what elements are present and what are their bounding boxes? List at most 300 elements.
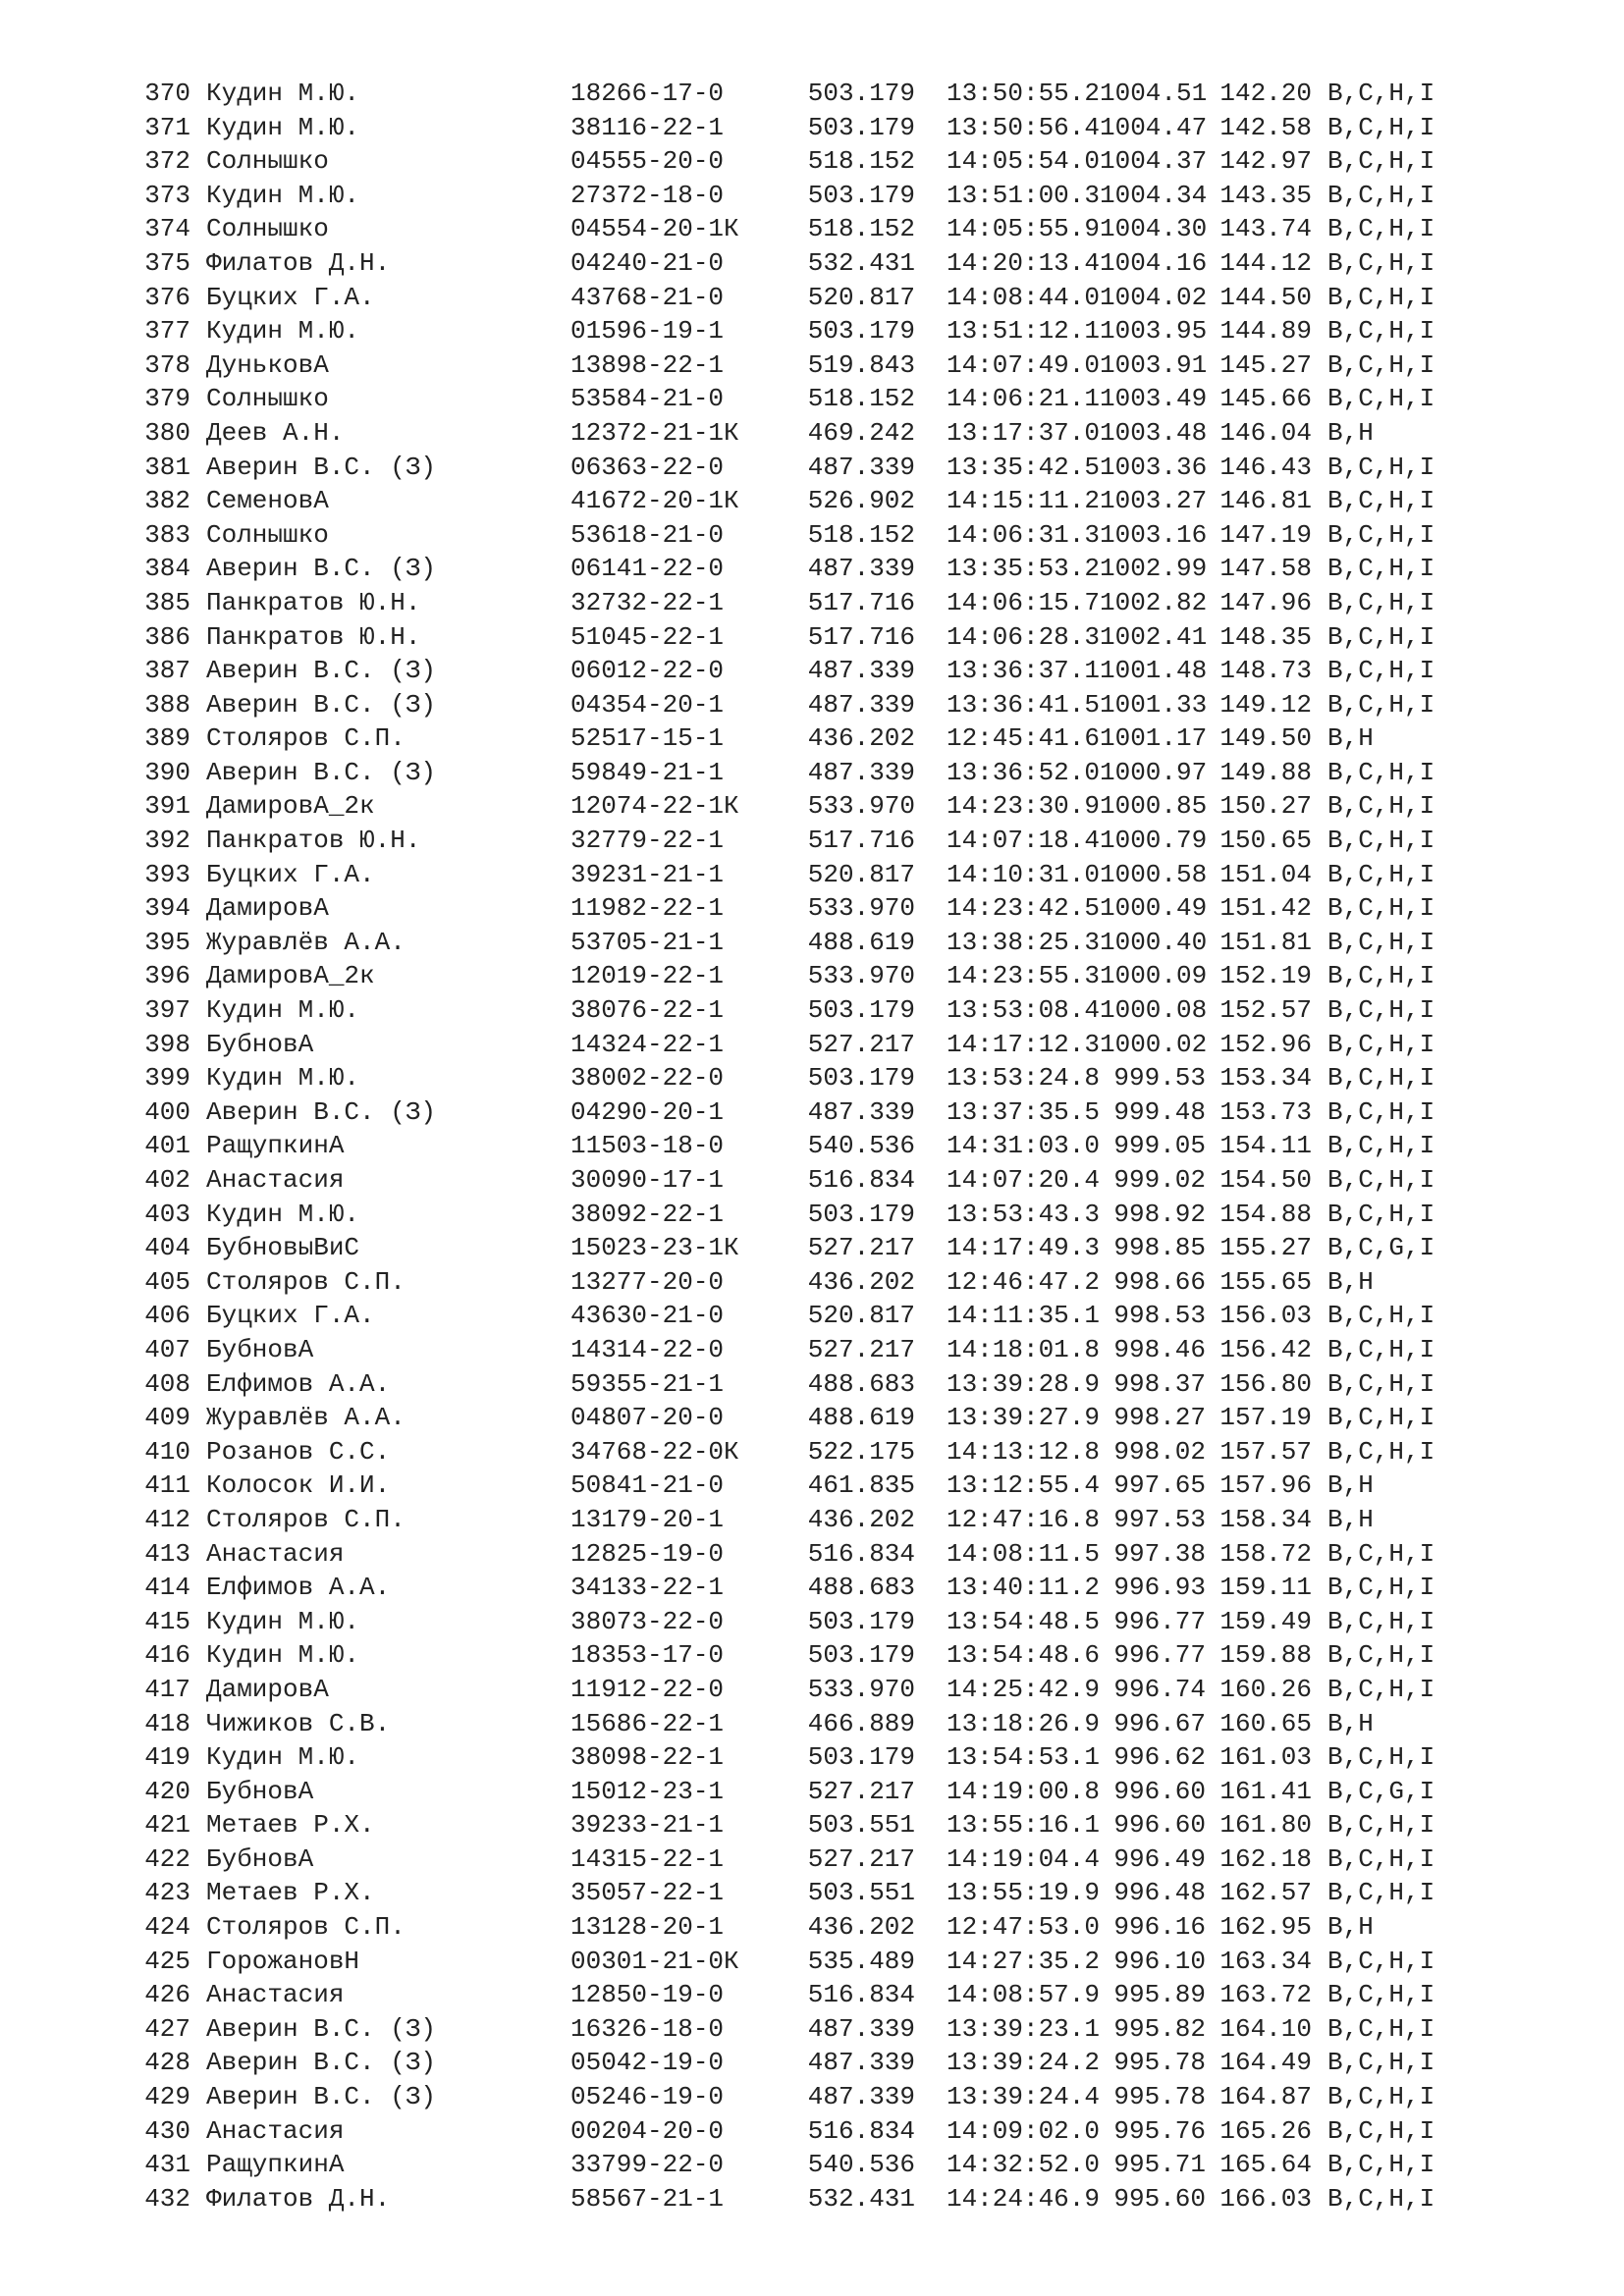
distance: 503.179 bbox=[807, 316, 915, 347]
distance: 520.817 bbox=[807, 1301, 915, 1331]
ring-number: 32732-22-1 bbox=[570, 587, 725, 617]
coefficient: 144.89 bbox=[1219, 316, 1312, 347]
ring-number: 05246-19-0 bbox=[570, 2082, 725, 2112]
distance: 503.179 bbox=[807, 1742, 915, 1773]
coefficient: 161.03 bbox=[1219, 1742, 1312, 1773]
place-number: 394 bbox=[144, 893, 190, 924]
coefficient: 147.96 bbox=[1219, 587, 1312, 617]
ring-number: 15023-23-1К bbox=[570, 1233, 739, 1263]
speed: 996.67 bbox=[1113, 1708, 1206, 1738]
table-row bbox=[143, 1299, 1435, 1333]
distance: 518.152 bbox=[807, 384, 915, 414]
owner-name: Столяров С.П. bbox=[206, 1912, 406, 1943]
owner-name: Кудин М.Ю. bbox=[206, 1742, 360, 1773]
owner-name: Кудин М.Ю. bbox=[206, 1199, 360, 1229]
flags: B,C,H,I bbox=[1327, 247, 1435, 278]
flags: B,C,H,I bbox=[1327, 1063, 1435, 1094]
place-number: 424 bbox=[144, 1912, 190, 1943]
distance: 461.835 bbox=[807, 1470, 915, 1501]
ring-number: 14324-22-1 bbox=[570, 1029, 725, 1059]
table-row bbox=[143, 144, 1435, 179]
distance: 503.179 bbox=[807, 112, 915, 142]
owner-name: Деев А.Н. bbox=[206, 417, 345, 448]
coefficient: 164.49 bbox=[1219, 2048, 1312, 2078]
table-row bbox=[143, 2080, 1435, 2114]
speed: 1004.30 bbox=[1100, 214, 1208, 244]
owner-name: Кудин М.Ю. bbox=[206, 995, 360, 1026]
distance: 519.843 bbox=[807, 349, 915, 380]
arrival-time: 14:23:55.3 bbox=[946, 961, 1100, 991]
speed: 998.92 bbox=[1113, 1199, 1206, 1229]
flags: B,C,H,I bbox=[1327, 1301, 1435, 1331]
ring-number: 38092-22-1 bbox=[570, 1199, 725, 1229]
coefficient: 164.10 bbox=[1219, 2013, 1312, 2044]
flags: B,C,H,I bbox=[1327, 2115, 1435, 2146]
place-number: 420 bbox=[144, 1776, 190, 1806]
flags: B,C,H,I bbox=[1327, 384, 1435, 414]
speed: 996.62 bbox=[1113, 1742, 1206, 1773]
distance: 532.431 bbox=[807, 2183, 915, 2214]
place-number: 421 bbox=[144, 1810, 190, 1841]
coefficient: 165.26 bbox=[1219, 2115, 1312, 2146]
flags: B,C,H,I bbox=[1327, 927, 1435, 957]
coefficient: 146.43 bbox=[1219, 452, 1312, 482]
coefficient: 145.27 bbox=[1219, 349, 1312, 380]
arrival-time: 14:11:35.1 bbox=[946, 1301, 1100, 1331]
distance: 527.217 bbox=[807, 1233, 915, 1263]
owner-name: РащупкинА bbox=[206, 2150, 345, 2180]
owner-name: Аверин В.С. (З) bbox=[206, 2013, 437, 2044]
owner-name: Аверин В.С. (З) bbox=[206, 2082, 437, 2112]
place-number: 399 bbox=[144, 1063, 190, 1094]
place-number: 425 bbox=[144, 1946, 190, 1976]
table-row bbox=[143, 1503, 1435, 1537]
flags: B,C,H,I bbox=[1327, 282, 1435, 312]
table-row bbox=[143, 314, 1435, 348]
place-number: 390 bbox=[144, 757, 190, 787]
coefficient: 159.11 bbox=[1219, 1573, 1312, 1603]
coefficient: 150.27 bbox=[1219, 791, 1312, 822]
owner-name: Елфимов А.А. bbox=[206, 1368, 391, 1399]
table-row bbox=[143, 1401, 1435, 1435]
flags: B,C,H,I bbox=[1327, 1334, 1435, 1364]
distance: 527.217 bbox=[807, 1776, 915, 1806]
arrival-time: 13:39:23.1 bbox=[946, 2013, 1100, 2044]
table-row bbox=[143, 416, 1435, 451]
place-number: 413 bbox=[144, 1538, 190, 1569]
table-row bbox=[143, 1910, 1435, 1945]
owner-name: Аверин В.С. (З) bbox=[206, 689, 437, 720]
coefficient: 157.96 bbox=[1219, 1470, 1312, 1501]
speed: 997.53 bbox=[1113, 1504, 1206, 1534]
speed: 1002.99 bbox=[1100, 554, 1208, 584]
ring-number: 00204-20-0 bbox=[570, 2115, 725, 2146]
coefficient: 161.80 bbox=[1219, 1810, 1312, 1841]
ring-number: 38098-22-1 bbox=[570, 1742, 725, 1773]
flags: B,C,H,I bbox=[1327, 519, 1435, 550]
coefficient: 146.04 bbox=[1219, 417, 1312, 448]
place-number: 410 bbox=[144, 1436, 190, 1467]
flags: B,C,H,I bbox=[1327, 1573, 1435, 1603]
speed: 1003.36 bbox=[1100, 452, 1208, 482]
arrival-time: 14:17:12.3 bbox=[946, 1029, 1100, 1059]
owner-name: Солнышко bbox=[206, 519, 329, 550]
owner-name: ДамировА_2к bbox=[206, 961, 375, 991]
table-row bbox=[143, 2114, 1435, 2149]
speed: 1000.02 bbox=[1100, 1029, 1208, 1059]
owner-name: Журавлёв А.А. bbox=[206, 927, 406, 957]
speed: 1002.82 bbox=[1100, 587, 1208, 617]
ring-number: 59355-21-1 bbox=[570, 1368, 725, 1399]
flags: B,C,H,I bbox=[1327, 791, 1435, 822]
table-row bbox=[143, 891, 1435, 926]
coefficient: 146.81 bbox=[1219, 486, 1312, 516]
ring-number: 12825-19-0 bbox=[570, 1538, 725, 1569]
place-number: 418 bbox=[144, 1708, 190, 1738]
coefficient: 147.58 bbox=[1219, 554, 1312, 584]
speed: 1004.37 bbox=[1100, 146, 1208, 177]
owner-name: Аверин В.С. (З) bbox=[206, 656, 437, 686]
table-row bbox=[143, 858, 1435, 892]
flags: B,C,H,I bbox=[1327, 1403, 1435, 1433]
speed: 1004.34 bbox=[1100, 180, 1208, 210]
distance: 487.339 bbox=[807, 656, 915, 686]
coefficient: 152.96 bbox=[1219, 1029, 1312, 1059]
arrival-time: 14:19:00.8 bbox=[946, 1776, 1100, 1806]
arrival-time: 14:23:30.9 bbox=[946, 791, 1100, 822]
place-number: 398 bbox=[144, 1029, 190, 1059]
owner-name: Аверин В.С. (З) bbox=[206, 1096, 437, 1127]
distance: 466.889 bbox=[807, 1708, 915, 1738]
arrival-time: 13:54:48.5 bbox=[946, 1606, 1100, 1636]
distance: 527.217 bbox=[807, 1334, 915, 1364]
table-row bbox=[143, 1231, 1435, 1265]
flags: B,C,H,I bbox=[1327, 1843, 1435, 1874]
flags: B,C,H,I bbox=[1327, 1980, 1435, 2010]
owner-name: Буцких Г.А. bbox=[206, 859, 375, 889]
coefficient: 149.12 bbox=[1219, 689, 1312, 720]
coefficient: 144.50 bbox=[1219, 282, 1312, 312]
place-number: 416 bbox=[144, 1640, 190, 1671]
table-row bbox=[143, 1198, 1435, 1232]
owner-name: ДуньковА bbox=[206, 349, 329, 380]
flags: B,C,H,I bbox=[1327, 656, 1435, 686]
place-number: 427 bbox=[144, 2013, 190, 2044]
arrival-time: 14:10:31.0 bbox=[946, 859, 1100, 889]
ring-number: 51045-22-1 bbox=[570, 621, 725, 652]
speed: 995.76 bbox=[1113, 2115, 1206, 2146]
distance: 517.716 bbox=[807, 587, 915, 617]
flags: B,C,H,I bbox=[1327, 1810, 1435, 1841]
ring-number: 32779-22-1 bbox=[570, 826, 725, 856]
owner-name: РащупкинА bbox=[206, 1131, 345, 1161]
flags: B,H bbox=[1327, 417, 1374, 448]
place-number: 401 bbox=[144, 1131, 190, 1161]
flags: B,C,H,I bbox=[1327, 452, 1435, 482]
arrival-time: 14:07:18.4 bbox=[946, 826, 1100, 856]
table-row bbox=[143, 1537, 1435, 1572]
coefficient: 162.57 bbox=[1219, 1878, 1312, 1908]
distance: 533.970 bbox=[807, 1674, 915, 1704]
ring-number: 13179-20-1 bbox=[570, 1504, 725, 1534]
ring-number: 12850-19-0 bbox=[570, 1980, 725, 2010]
place-number: 415 bbox=[144, 1606, 190, 1636]
flags: B,C,H,I bbox=[1327, 112, 1435, 142]
arrival-time: 14:05:55.9 bbox=[946, 214, 1100, 244]
flags: B,H bbox=[1327, 1504, 1374, 1534]
table-row bbox=[143, 1842, 1435, 1877]
place-number: 428 bbox=[144, 2048, 190, 2078]
flags: B,C,H,I bbox=[1327, 893, 1435, 924]
distance: 487.339 bbox=[807, 2013, 915, 2044]
ring-number: 11503-18-0 bbox=[570, 1131, 725, 1161]
speed: 996.60 bbox=[1113, 1776, 1206, 1806]
ring-number: 15686-22-1 bbox=[570, 1708, 725, 1738]
ring-number: 06363-22-0 bbox=[570, 452, 725, 482]
table-row bbox=[143, 1095, 1435, 1130]
flags: B,C,H,I bbox=[1327, 2183, 1435, 2214]
distance: 518.152 bbox=[807, 214, 915, 244]
distance: 533.970 bbox=[807, 893, 915, 924]
owner-name: Анастасия bbox=[206, 1980, 345, 2010]
distance: 518.152 bbox=[807, 519, 915, 550]
flags: B,C,H,I bbox=[1327, 859, 1435, 889]
owner-name: Кудин М.Ю. bbox=[206, 1606, 360, 1636]
ring-number: 12019-22-1 bbox=[570, 961, 725, 991]
coefficient: 143.35 bbox=[1219, 180, 1312, 210]
distance: 503.179 bbox=[807, 1063, 915, 1094]
distance: 503.179 bbox=[807, 1606, 915, 1636]
speed: 1003.16 bbox=[1100, 519, 1208, 550]
owner-name: Аверин В.С. (З) bbox=[206, 554, 437, 584]
coefficient: 151.81 bbox=[1219, 927, 1312, 957]
owner-name: Кудин М.Ю. bbox=[206, 180, 360, 210]
distance: 487.339 bbox=[807, 2082, 915, 2112]
flags: B,C,H,I bbox=[1327, 961, 1435, 991]
speed: 998.46 bbox=[1113, 1334, 1206, 1364]
speed: 1000.85 bbox=[1100, 791, 1208, 822]
owner-name: Метаев Р.Х. bbox=[206, 1878, 375, 1908]
distance: 503.179 bbox=[807, 180, 915, 210]
coefficient: 159.49 bbox=[1219, 1606, 1312, 1636]
place-number: 429 bbox=[144, 2082, 190, 2112]
flags: B,C,H,I bbox=[1327, 587, 1435, 617]
table-row bbox=[143, 179, 1435, 213]
speed: 995.78 bbox=[1113, 2082, 1206, 2112]
place-number: 419 bbox=[144, 1742, 190, 1773]
arrival-time: 13:40:11.2 bbox=[946, 1573, 1100, 1603]
arrival-time: 13:50:56.4 bbox=[946, 112, 1100, 142]
owner-name: Журавлёв А.А. bbox=[206, 1403, 406, 1433]
flags: B,C,H,I bbox=[1327, 349, 1435, 380]
coefficient: 156.80 bbox=[1219, 1368, 1312, 1399]
distance: 520.817 bbox=[807, 282, 915, 312]
owner-name: Столяров С.П. bbox=[206, 1504, 406, 1534]
coefficient: 156.03 bbox=[1219, 1301, 1312, 1331]
table-row bbox=[143, 552, 1435, 586]
ring-number: 16326-18-0 bbox=[570, 2013, 725, 2044]
arrival-time: 13:36:37.1 bbox=[946, 656, 1100, 686]
coefficient: 155.65 bbox=[1219, 1266, 1312, 1297]
flags: B,C,H,I bbox=[1327, 1606, 1435, 1636]
place-number: 382 bbox=[144, 486, 190, 516]
flags: B,C,H,I bbox=[1327, 1640, 1435, 1671]
place-number: 378 bbox=[144, 349, 190, 380]
place-number: 376 bbox=[144, 282, 190, 312]
table-row bbox=[143, 246, 1435, 281]
flags: B,C,H,I bbox=[1327, 1029, 1435, 1059]
coefficient: 148.73 bbox=[1219, 656, 1312, 686]
coefficient: 145.66 bbox=[1219, 384, 1312, 414]
ring-number: 53584-21-0 bbox=[570, 384, 725, 414]
place-number: 385 bbox=[144, 587, 190, 617]
table-row bbox=[143, 620, 1435, 655]
distance: 516.834 bbox=[807, 1538, 915, 1569]
speed: 996.49 bbox=[1113, 1843, 1206, 1874]
coefficient: 162.18 bbox=[1219, 1843, 1312, 1874]
arrival-time: 14:13:12.8 bbox=[946, 1436, 1100, 1467]
place-number: 377 bbox=[144, 316, 190, 347]
place-number: 396 bbox=[144, 961, 190, 991]
place-number: 372 bbox=[144, 146, 190, 177]
coefficient: 160.65 bbox=[1219, 1708, 1312, 1738]
flags: B,C,H,I bbox=[1327, 1878, 1435, 1908]
owner-name: Кудин М.Ю. bbox=[206, 316, 360, 347]
flags: B,C,H,I bbox=[1327, 1199, 1435, 1229]
ring-number: 18266-17-0 bbox=[570, 79, 725, 108]
distance: 487.339 bbox=[807, 452, 915, 482]
speed: 996.77 bbox=[1113, 1640, 1206, 1671]
coefficient: 159.88 bbox=[1219, 1640, 1312, 1671]
table-row bbox=[143, 1876, 1435, 1910]
distance: 540.536 bbox=[807, 1131, 915, 1161]
ring-number: 04240-21-0 bbox=[570, 247, 725, 278]
speed: 999.05 bbox=[1113, 1131, 1206, 1161]
arrival-time: 14:09:02.0 bbox=[946, 2115, 1100, 2146]
flags: B,C,H,I bbox=[1327, 1368, 1435, 1399]
table-row bbox=[143, 1468, 1435, 1503]
coefficient: 148.35 bbox=[1219, 621, 1312, 652]
place-number: 400 bbox=[144, 1096, 190, 1127]
place-number: 411 bbox=[144, 1470, 190, 1501]
ring-number: 38002-22-0 bbox=[570, 1063, 725, 1094]
flags: B,C,H,I bbox=[1327, 1538, 1435, 1569]
place-number: 395 bbox=[144, 927, 190, 957]
place-number: 373 bbox=[144, 180, 190, 210]
coefficient: 164.87 bbox=[1219, 2082, 1312, 2112]
coefficient: 142.58 bbox=[1219, 112, 1312, 142]
distance: 540.536 bbox=[807, 2150, 915, 2180]
owner-name: ГорожановН bbox=[206, 1946, 360, 1976]
flags: B,C,H,I bbox=[1327, 180, 1435, 210]
speed: 998.37 bbox=[1113, 1368, 1206, 1399]
owner-name: ДамировА bbox=[206, 893, 329, 924]
distance: 488.683 bbox=[807, 1368, 915, 1399]
table-row bbox=[143, 451, 1435, 485]
place-number: 380 bbox=[144, 417, 190, 448]
place-number: 412 bbox=[144, 1504, 190, 1534]
ring-number: 12074-22-1К bbox=[570, 791, 739, 822]
ring-number: 11982-22-1 bbox=[570, 893, 725, 924]
owner-name: Кудин М.Ю. bbox=[206, 1640, 360, 1671]
arrival-time: 12:47:53.0 bbox=[946, 1912, 1100, 1943]
table-row bbox=[143, 789, 1435, 824]
coefficient: 158.34 bbox=[1219, 1504, 1312, 1534]
arrival-time: 13:39:27.9 bbox=[946, 1403, 1100, 1433]
arrival-time: 13:37:35.5 bbox=[946, 1096, 1100, 1127]
table-row bbox=[143, 654, 1435, 688]
owner-name: СеменовА bbox=[206, 486, 329, 516]
table-row bbox=[143, 688, 1435, 722]
speed: 1000.49 bbox=[1100, 893, 1208, 924]
coefficient: 161.41 bbox=[1219, 1776, 1312, 1806]
ring-number: 38116-22-1 bbox=[570, 112, 725, 142]
ring-number: 05042-19-0 bbox=[570, 2048, 725, 2078]
speed: 1003.95 bbox=[1100, 316, 1208, 347]
distance: 520.817 bbox=[807, 859, 915, 889]
owner-name: Солнышко bbox=[206, 146, 329, 177]
speed: 1000.09 bbox=[1100, 961, 1208, 991]
coefficient: 153.73 bbox=[1219, 1096, 1312, 1127]
flags: B,H bbox=[1327, 1470, 1374, 1501]
distance: 516.834 bbox=[807, 2115, 915, 2146]
distance: 503.179 bbox=[807, 1199, 915, 1229]
distance: 517.716 bbox=[807, 826, 915, 856]
distance: 522.175 bbox=[807, 1436, 915, 1467]
flags: B,C,H,I bbox=[1327, 1131, 1435, 1161]
place-number: 374 bbox=[144, 214, 190, 244]
coefficient: 158.72 bbox=[1219, 1538, 1312, 1569]
flags: B,C,G,I bbox=[1327, 1776, 1435, 1806]
flags: B,C,H,I bbox=[1327, 1165, 1435, 1195]
distance: 488.619 bbox=[807, 1403, 915, 1433]
table-row bbox=[143, 1638, 1435, 1673]
ring-number: 43630-21-0 bbox=[570, 1301, 725, 1331]
flags: B,C,H,I bbox=[1327, 621, 1435, 652]
owner-name: Аверин В.С. (З) bbox=[206, 452, 437, 482]
place-number: 405 bbox=[144, 1266, 190, 1297]
speed: 996.77 bbox=[1113, 1606, 1206, 1636]
speed: 999.02 bbox=[1113, 1165, 1206, 1195]
table-row bbox=[143, 756, 1435, 790]
owner-name: Буцких Г.А. bbox=[206, 282, 375, 312]
arrival-time: 14:32:52.0 bbox=[946, 2150, 1100, 2180]
arrival-time: 14:08:57.9 bbox=[946, 1980, 1100, 2010]
ring-number: 04807-20-0 bbox=[570, 1403, 725, 1433]
owner-name: Елфимов А.А. bbox=[206, 1573, 391, 1603]
table-row bbox=[143, 1978, 1435, 2012]
distance: 503.551 bbox=[807, 1810, 915, 1841]
flags: B,H bbox=[1327, 1912, 1374, 1943]
place-number: 404 bbox=[144, 1233, 190, 1263]
table-row bbox=[143, 281, 1435, 315]
arrival-time: 13:54:53.1 bbox=[946, 1742, 1100, 1773]
ring-number: 34133-22-1 bbox=[570, 1573, 725, 1603]
table-row bbox=[143, 518, 1435, 553]
owner-name: БубновА bbox=[206, 1776, 314, 1806]
arrival-time: 13:53:08.4 bbox=[946, 995, 1100, 1026]
speed: 1004.47 bbox=[1100, 112, 1208, 142]
ring-number: 14315-22-1 bbox=[570, 1843, 725, 1874]
flags: B,C,H,I bbox=[1327, 1674, 1435, 1704]
flags: B,C,H,I bbox=[1327, 554, 1435, 584]
table-row bbox=[143, 212, 1435, 246]
flags: B,C,H,I bbox=[1327, 689, 1435, 720]
flags: B,C,H,I bbox=[1327, 1946, 1435, 1976]
place-number: 375 bbox=[144, 247, 190, 278]
speed: 995.82 bbox=[1113, 2013, 1206, 2044]
distance: 436.202 bbox=[807, 723, 915, 754]
